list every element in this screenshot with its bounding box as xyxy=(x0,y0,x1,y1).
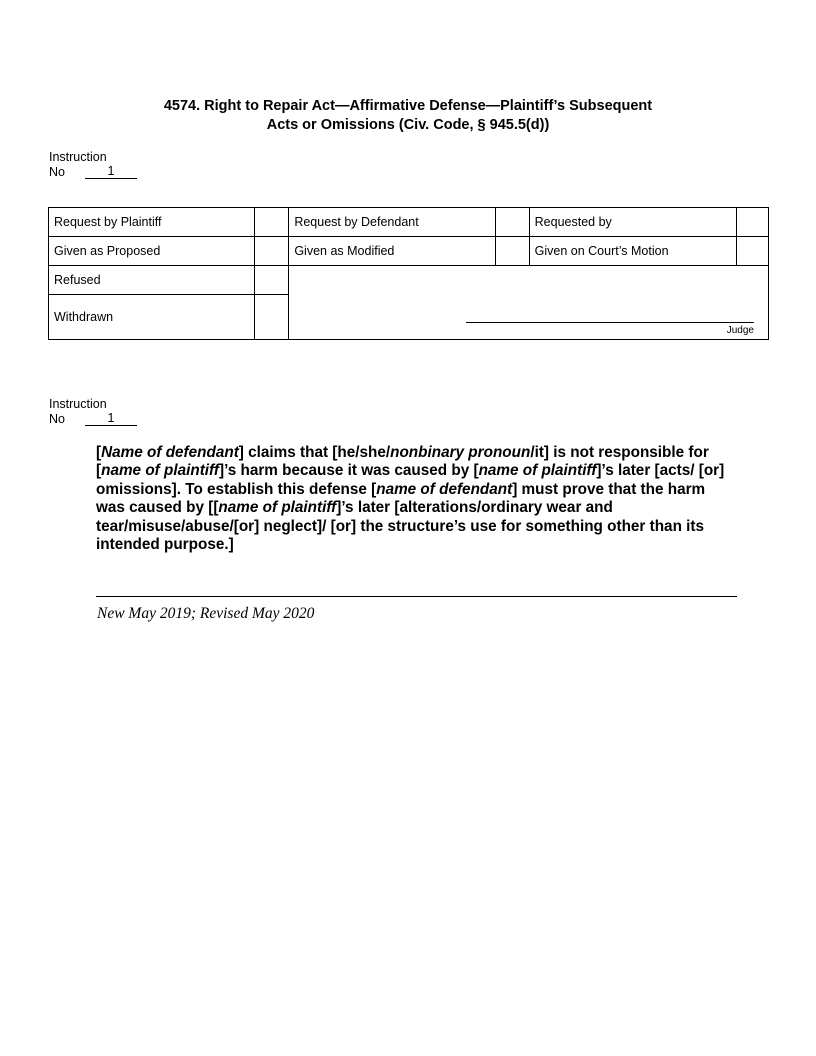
withdrawn-checkbox[interactable] xyxy=(255,295,289,340)
given-as-modified-label: Given as Modified xyxy=(289,237,495,266)
given-as-proposed-label: Given as Proposed xyxy=(49,237,255,266)
body-text: [ xyxy=(96,444,102,461)
instruction-number: 1 xyxy=(85,165,137,179)
title-line-1: 4574. Right to Repair Act—Affirmative Defense—Plaintiff’s Subsequent xyxy=(163,98,653,114)
instruction-title xyxy=(60,97,756,135)
given-on-courts-motion-label: Given on Court’s Motion xyxy=(529,237,736,266)
body-text: ]’s later [acts/ [or] omissions]. To establish this defense [ xyxy=(96,462,725,498)
no-label: No xyxy=(49,411,65,426)
placeholder-plaintiff: name of plaintiff xyxy=(478,462,597,480)
request-disposition-table xyxy=(48,207,769,340)
request-by-plaintiff-label: Request by Plaintiff xyxy=(49,208,255,237)
instruction-number-block-bottom xyxy=(49,397,137,426)
judge-signature-area xyxy=(289,266,769,340)
instruction-label: Instruction xyxy=(49,150,107,164)
judge-label: Judge xyxy=(726,325,754,336)
refused-label: Refused xyxy=(49,266,255,295)
body-text: ]’s later [alterations/ordinary wear and tear/misuse/abuse/[or] neglect]/ [or] the structure’s use for something other than its intended purpose.] xyxy=(96,499,705,554)
title-line-2: Acts or Omissions (Civ. Code, § 945.5(d)) xyxy=(266,117,550,133)
placeholder-defendant: Name of defendant xyxy=(101,444,239,461)
request-by-plaintiff-checkbox[interactable] xyxy=(255,208,289,237)
body-text: ] claims that [he/she/ xyxy=(238,444,391,461)
instruction-body xyxy=(96,444,736,554)
requested-by-checkbox[interactable] xyxy=(736,208,768,237)
body-text: /it] is not responsible for [ xyxy=(96,444,709,480)
instruction-number-block-top xyxy=(49,150,137,179)
instruction-label: Instruction xyxy=(49,397,107,411)
divider xyxy=(96,596,737,597)
judge-signature-line[interactable] xyxy=(466,322,754,323)
placeholder-plaintiff: name of plaintiff xyxy=(218,499,337,517)
withdrawn-label: Withdrawn xyxy=(49,295,255,340)
placeholder-defendant: name of defendant xyxy=(376,480,513,498)
body-text: ]’s harm because it was caused by [ xyxy=(218,462,479,480)
request-by-defendant-checkbox[interactable] xyxy=(495,208,529,237)
request-by-defendant-label: Request by Defendant xyxy=(289,208,495,237)
placeholder-pronoun: nonbinary pronoun xyxy=(390,444,531,461)
given-on-courts-motion-checkbox[interactable] xyxy=(736,237,768,266)
history-note: New May 2019; Revised May 2020 xyxy=(97,605,315,622)
instruction-number: 1 xyxy=(85,412,137,426)
refused-checkbox[interactable] xyxy=(255,266,289,295)
body-text: ] must prove that the harm was caused by [[ xyxy=(96,480,706,517)
given-as-modified-checkbox[interactable] xyxy=(495,237,529,266)
no-label: No xyxy=(49,164,65,179)
placeholder-plaintiff: name of plaintiff xyxy=(101,462,219,480)
requested-by-label: Requested by xyxy=(529,208,736,237)
given-as-proposed-checkbox[interactable] xyxy=(255,237,289,266)
